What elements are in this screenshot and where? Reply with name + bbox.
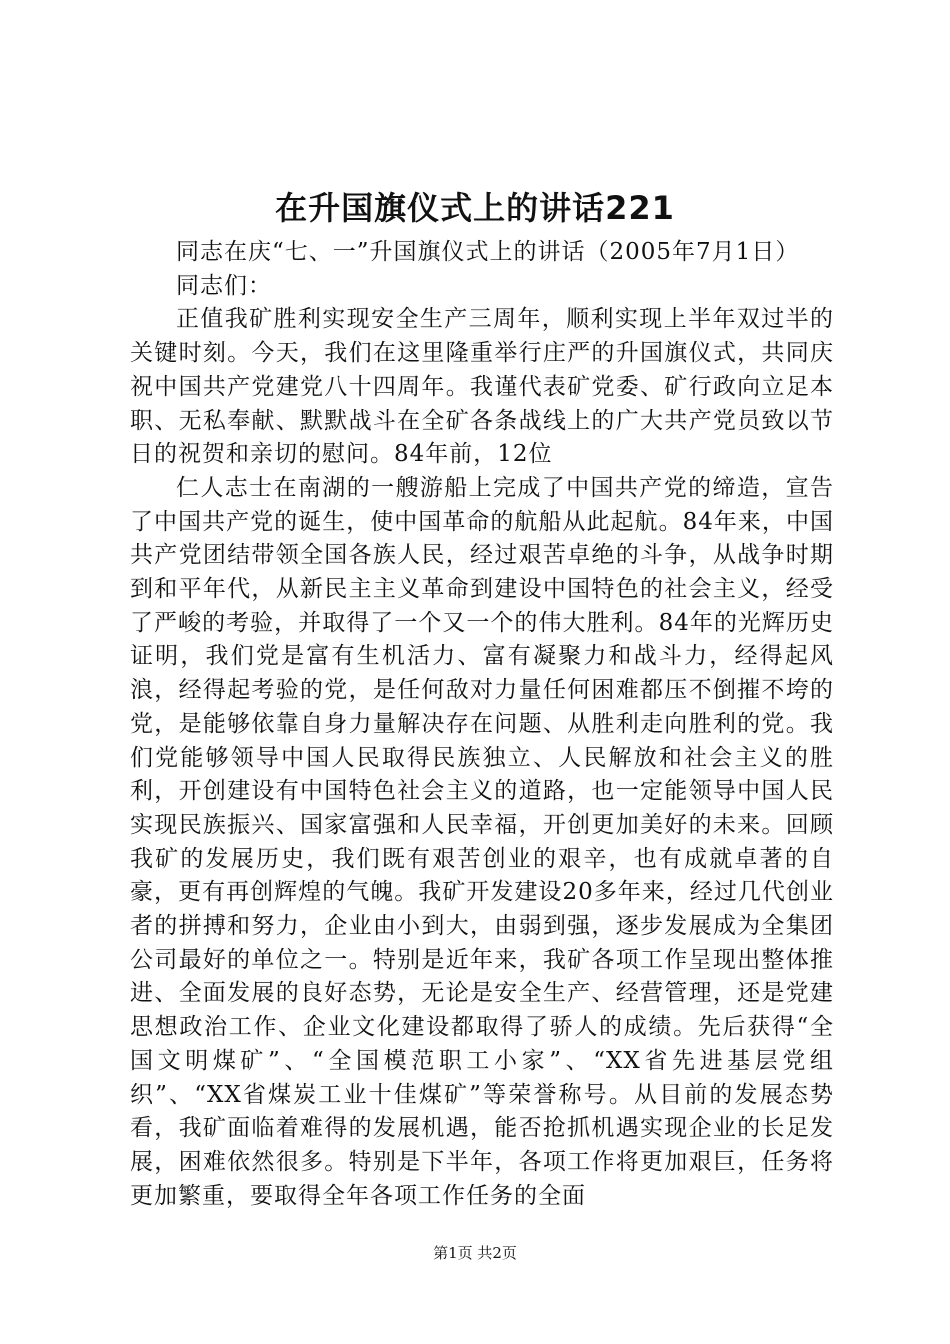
page-footer: 第1页 共2页: [433, 1244, 517, 1262]
document-body: [130, 236, 834, 1213]
body-paragraph: 仁人志士在南湖的一艘游船上完成了中国共产党的缔造，宣告了中国共产党的诞生，使中国革命的航船从此起航。84年来，中国共产党团结带领全国各族人民，经过艰苦卓绝的斗争，从战争时期到和平年代，从新民主主义革命到建设中国特色的社会主义，经受了严峻的考验，并取得了一个又一个的伟大胜利。84年的光辉历史证明，我们党是富有生机活力、富有凝聚力和战斗力，经得起风浪，经得起考验的党，是任何敌对力量任何困难都压不倒摧不垮的党，是能够依靠自身力量解决存在问题、从胜利走向胜利的党。我们党能够领导中国人民取得民族独立、人民解放和社会主义的胜利，开创建设有中国特色社会主义的道路，也一定能领导中国人民实现民族振兴、国家富强和人民幸福，开创更加美好的未来。回顾我矿的发展历史，我们既有艰苦创业的艰辛，也有成就卓著的自豪，更有再创辉煌的气魄。我矿开发建设20多年来，经过几代创业者的拼搏和努力，企业由小到大，由弱到强，逐步发展成为全集团公司最好的单位之一。特别是近年来，我矿各项工作呈现出整体推进、全面发展的良好态势，无论是安全生产、经营管理，还是党建思想政治工作、企业文化建设都取得了骄人的成绩。先后获得“全国文明煤矿”、“全国模范职工小家”、“XX省先进基层党组织”、“XX省煤炭工业十佳煤矿”等荣誉称号。从目前的发展态势看，我矿面临着难得的发展机遇，能否抢抓机遇实现企业的长足发展，困难依然很多。特别是下半年，各项工作将更加艰巨，任务将更加繁重，要取得全年各项工作任务的全面: [130, 474, 834, 1209]
subtitle-paragraph: 同志在庆“七、一”升国旗仪式上的讲话（2005年7月1日）: [176, 239, 800, 265]
body-paragraph: 正值我矿胜利实现安全生产三周年，顺利实现上半年双过半的关键时刻。今天，我们在这里隆重举行庄严的升国旗仪式，共同庆祝中国共产党建党八十四周年。我谨代表矿党委、矿行政向立足本职、无私奉献、默默战斗在全矿各条战线上的广大共产党员致以节日的祝贺和亲切的慰问。84年前，12位: [130, 306, 834, 468]
document-title: 在升国旗仪式上的讲话221: [275, 189, 675, 227]
salutation-paragraph: 同志们：: [176, 272, 272, 299]
